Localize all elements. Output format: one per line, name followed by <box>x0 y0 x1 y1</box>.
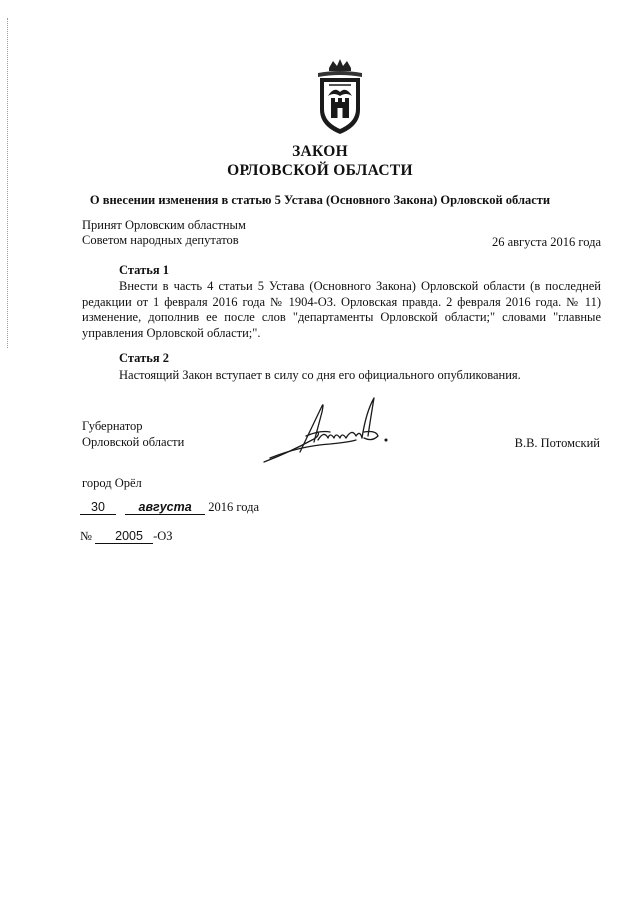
signer-position-line2: Орловской области <box>82 435 185 449</box>
law-number-value: 2005 <box>105 530 153 544</box>
signing-year: 2016 года <box>208 500 259 514</box>
article-2-text: Настоящий Закон вступает в силу со дня его официального опубликования. <box>119 368 521 382</box>
law-number <box>80 529 173 544</box>
signer-position <box>82 418 184 450</box>
law-number-suffix: -ОЗ <box>153 529 173 543</box>
signer-position-line1: Губернатор <box>82 419 143 433</box>
signer-name: В.В. Потомский <box>514 436 600 450</box>
article-2-heading: Статья 2 <box>119 351 169 365</box>
adoption-date: 26 августа 2016 года <box>491 235 601 249</box>
law-title-line2: ОРЛОВСКОЙ ОБЛАСТИ <box>227 162 413 179</box>
signing-city: город Орёл <box>82 476 142 490</box>
signing-month: августа <box>125 501 205 515</box>
law-subject: О внесении изменения в статью 5 Устава (Основного Закона) Орловской области <box>89 193 551 207</box>
adoption-authority <box>82 218 246 248</box>
scan-margin-rule <box>7 18 8 348</box>
article-1-heading: Статья 1 <box>119 263 169 277</box>
law-number-lead-underline <box>95 530 105 544</box>
law-title-line1: ЗАКОН <box>292 143 348 160</box>
signing-day: 30 <box>80 501 116 515</box>
article-1-text: Внести в часть 4 статьи 5 Устава (Основного Закона) Орловской области (в последней редакции от 1 февраля 2016 года № 1904-ОЗ. Орловская правда. 2 февраля 2016 года. № 11) изменение, дополнив ее после слов "департаменты Орловской области;" словами "главные управления Орловской области;". <box>82 279 601 340</box>
adoption-line2: Советом народных депутатов <box>82 233 239 247</box>
coat-of-arms-icon <box>315 58 365 136</box>
signing-date <box>80 500 259 515</box>
law-number-prefix: № <box>80 529 92 543</box>
handwritten-signature <box>260 392 400 468</box>
adoption-line1: Принят Орловским областным <box>82 218 246 232</box>
